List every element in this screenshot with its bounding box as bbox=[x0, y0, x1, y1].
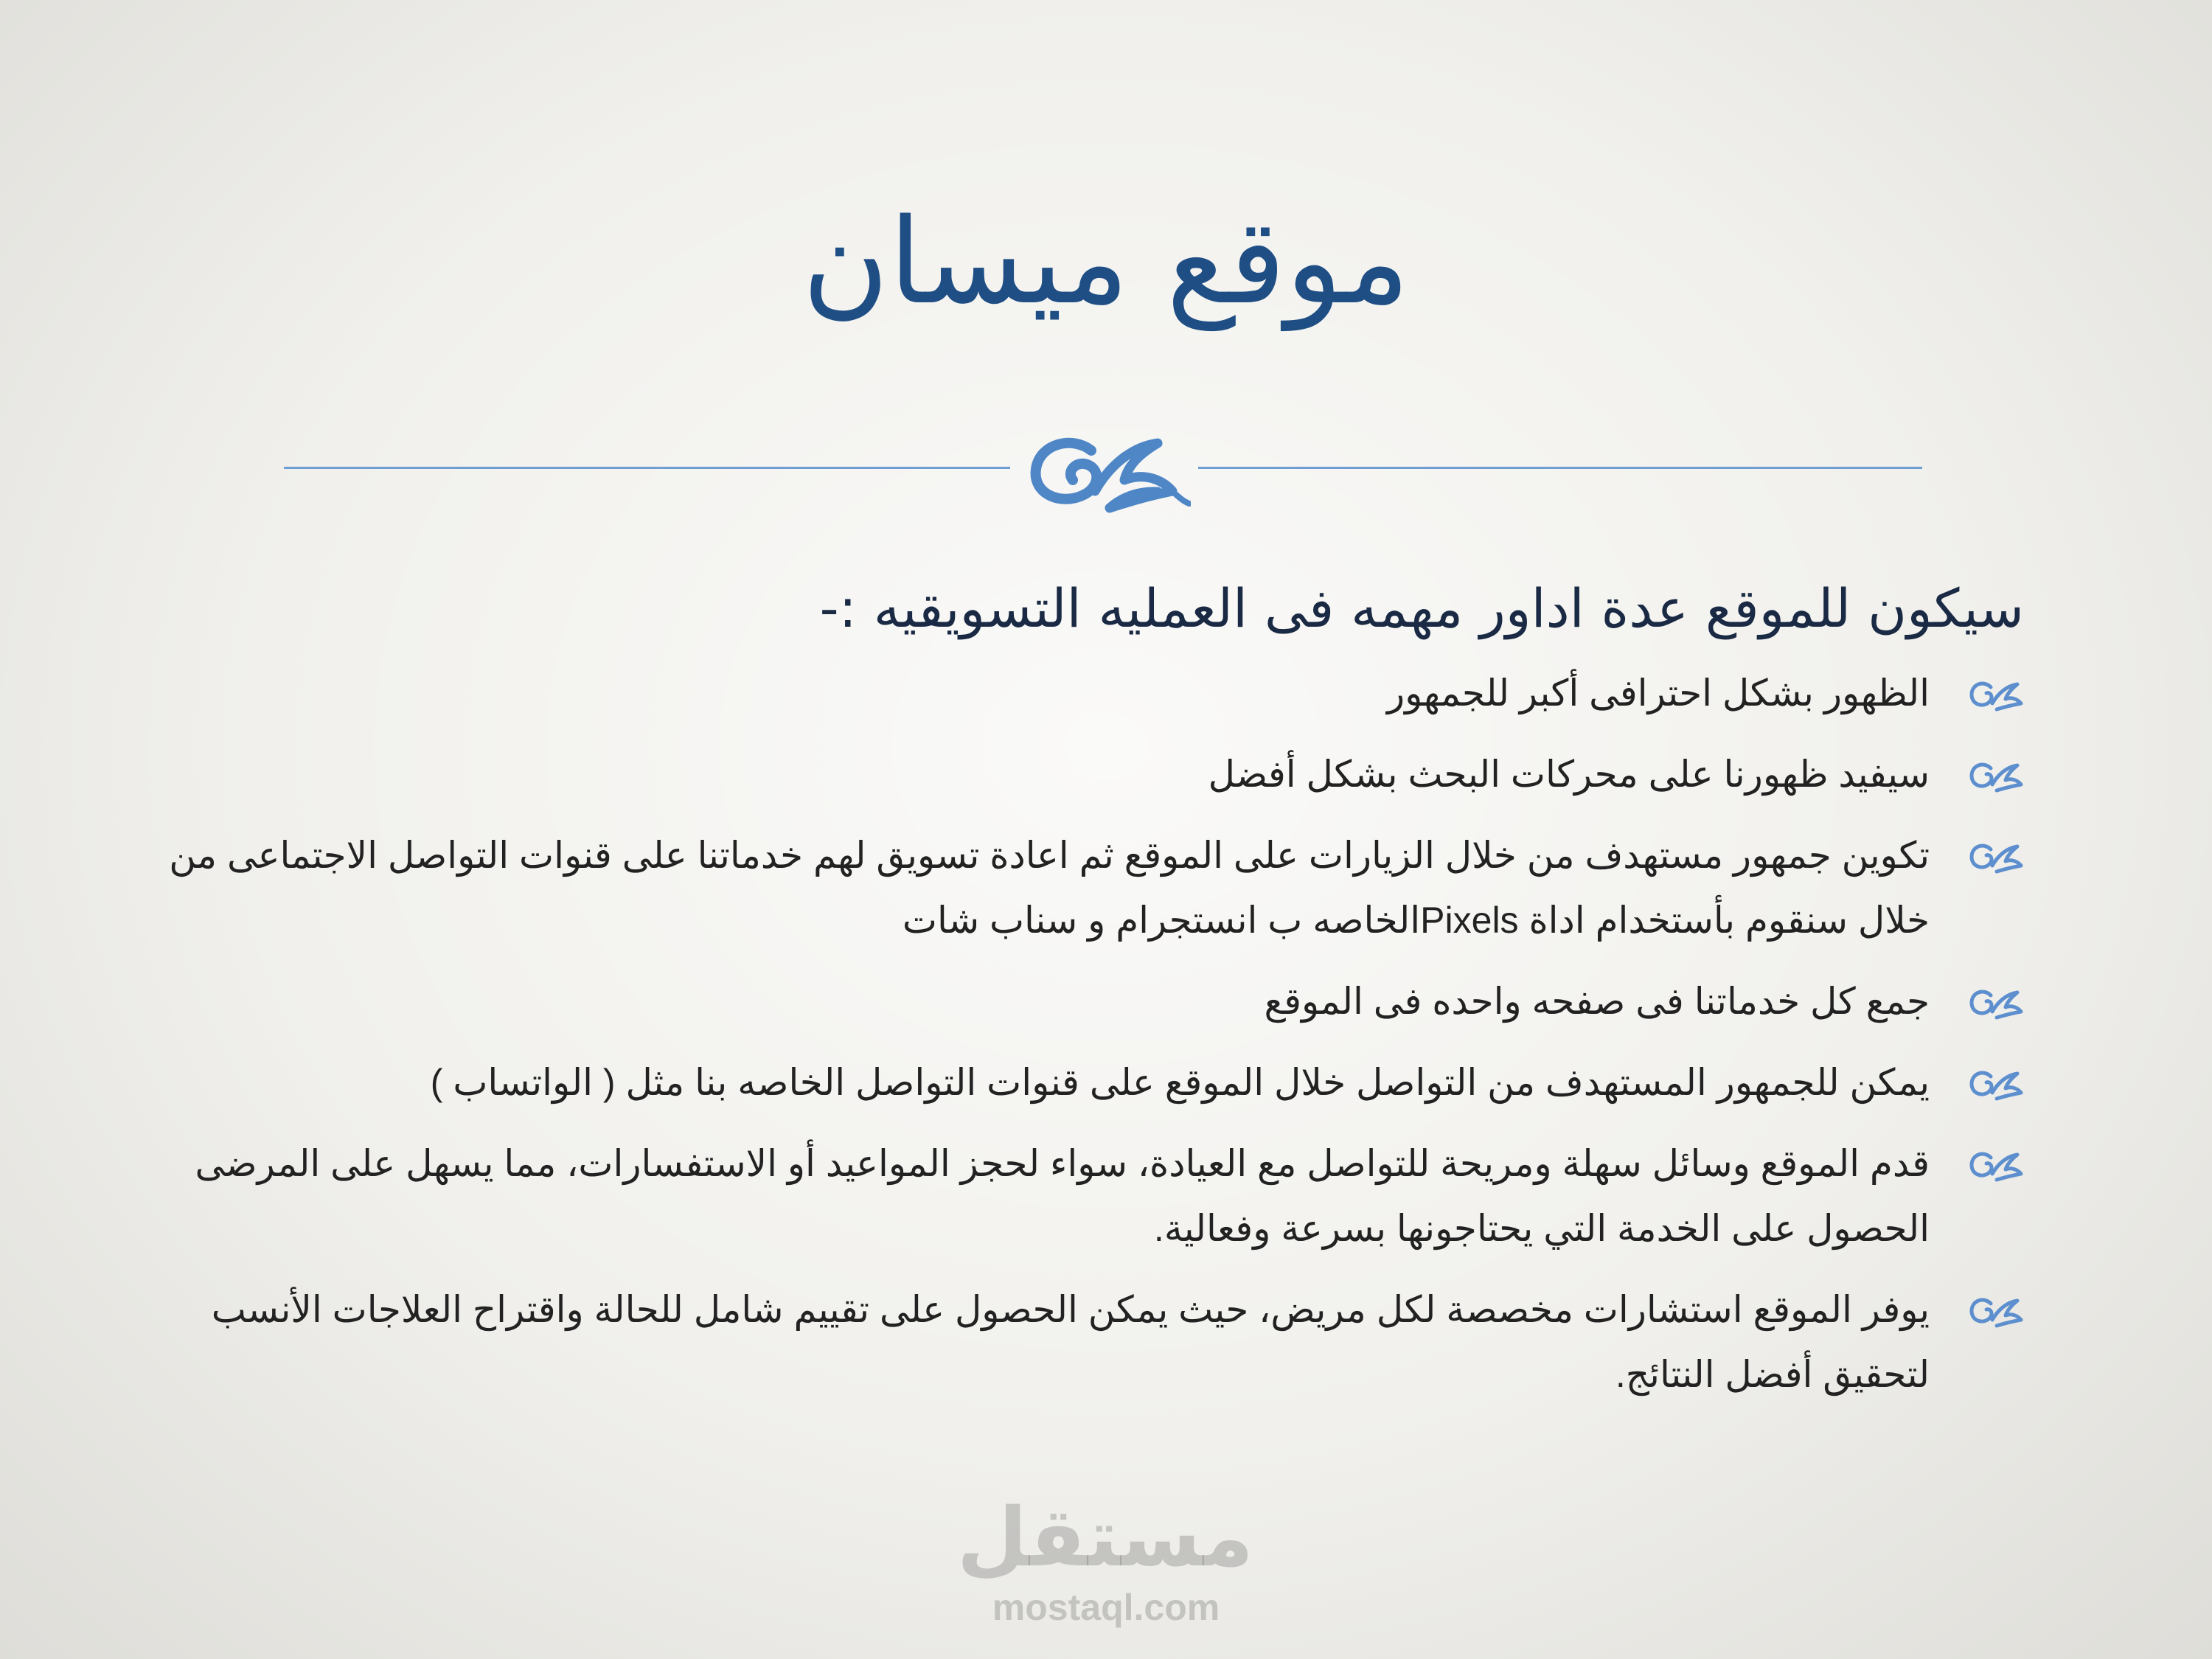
title-divider bbox=[284, 439, 1922, 543]
watermark-url: mostaql.com bbox=[992, 1587, 1220, 1628]
slide-title: موقع ميسان bbox=[802, 192, 1410, 330]
flourish-bullet-icon bbox=[1969, 839, 2024, 874]
flourish-bullet-icon bbox=[1969, 1293, 2024, 1329]
bullet-text: جمع كل خدماتنا فى صفحه واحده فى الموقع bbox=[1264, 981, 1930, 1022]
bullet-text: تكوين جمهور مستهدف من خلال الزيارات على الموقع ثم اعادة تسويق لهم خدماتنا على قنوات التواصل الاجتماعى من خلال سنقوم بأستخدام اداة Pixelsالخاصه ب انستجرام و سناب شات bbox=[169, 835, 1930, 941]
bullet-text: يمكن للجمهور المستهدف من التواصل خلال الموقع على قنوات التواصل الخاصه بنا مثل ( الواتساب ) bbox=[430, 1062, 1930, 1103]
bullet-text: سيفيد ظهورنا على محركات البحث بشكل أفضل bbox=[1208, 754, 1930, 795]
flourish-bullet-icon bbox=[1969, 1066, 2024, 1102]
bullet-item bbox=[136, 1277, 2024, 1407]
slide-content bbox=[136, 560, 2024, 1423]
bullet-text: قدم الموقع وسائل سهلة ومريحة للتواصل مع العيادة، سواء لحجز المواعيد أو الاستفسارات، مما يسهل على المرضى الحصول على الخدمة التي يحتاجونها بسرعة وفعالية. bbox=[195, 1143, 1930, 1249]
bullet-item bbox=[136, 661, 2024, 726]
divider-line-right bbox=[1198, 467, 1922, 469]
bullet-item bbox=[136, 1131, 2024, 1261]
flourish-bullet-icon bbox=[1969, 677, 2024, 712]
intro-text: سيكون للموقع عدة اداور مهمه فى العمليه التسويقيه :- bbox=[819, 577, 2024, 639]
bullet-text: يوفر الموقع استشارات مخصصة لكل مريض، حيث يمكن الحصول على تقييم شامل للحالة واقتراح العلاجات الأنسب لتحقيق أفضل النتائج. bbox=[211, 1289, 1930, 1395]
flourish-bullet-icon bbox=[1969, 985, 2024, 1020]
bullet-item bbox=[136, 823, 2024, 953]
bullet-item bbox=[136, 969, 2024, 1034]
bullet-item bbox=[136, 742, 2024, 807]
flourish-bullet-icon bbox=[1969, 758, 2024, 793]
bullet-list bbox=[136, 661, 2024, 1407]
watermark bbox=[956, 1489, 1253, 1630]
watermark-logo: مستقل bbox=[956, 1490, 1253, 1585]
divider-line-left bbox=[284, 467, 1010, 469]
flourish-ornament-icon bbox=[1021, 421, 1191, 517]
bullet-item bbox=[136, 1050, 2024, 1115]
flourish-bullet-icon bbox=[1969, 1147, 2024, 1183]
bullet-text: الظهور بشكل احترافى أكبر للجمهور bbox=[1386, 672, 1930, 714]
